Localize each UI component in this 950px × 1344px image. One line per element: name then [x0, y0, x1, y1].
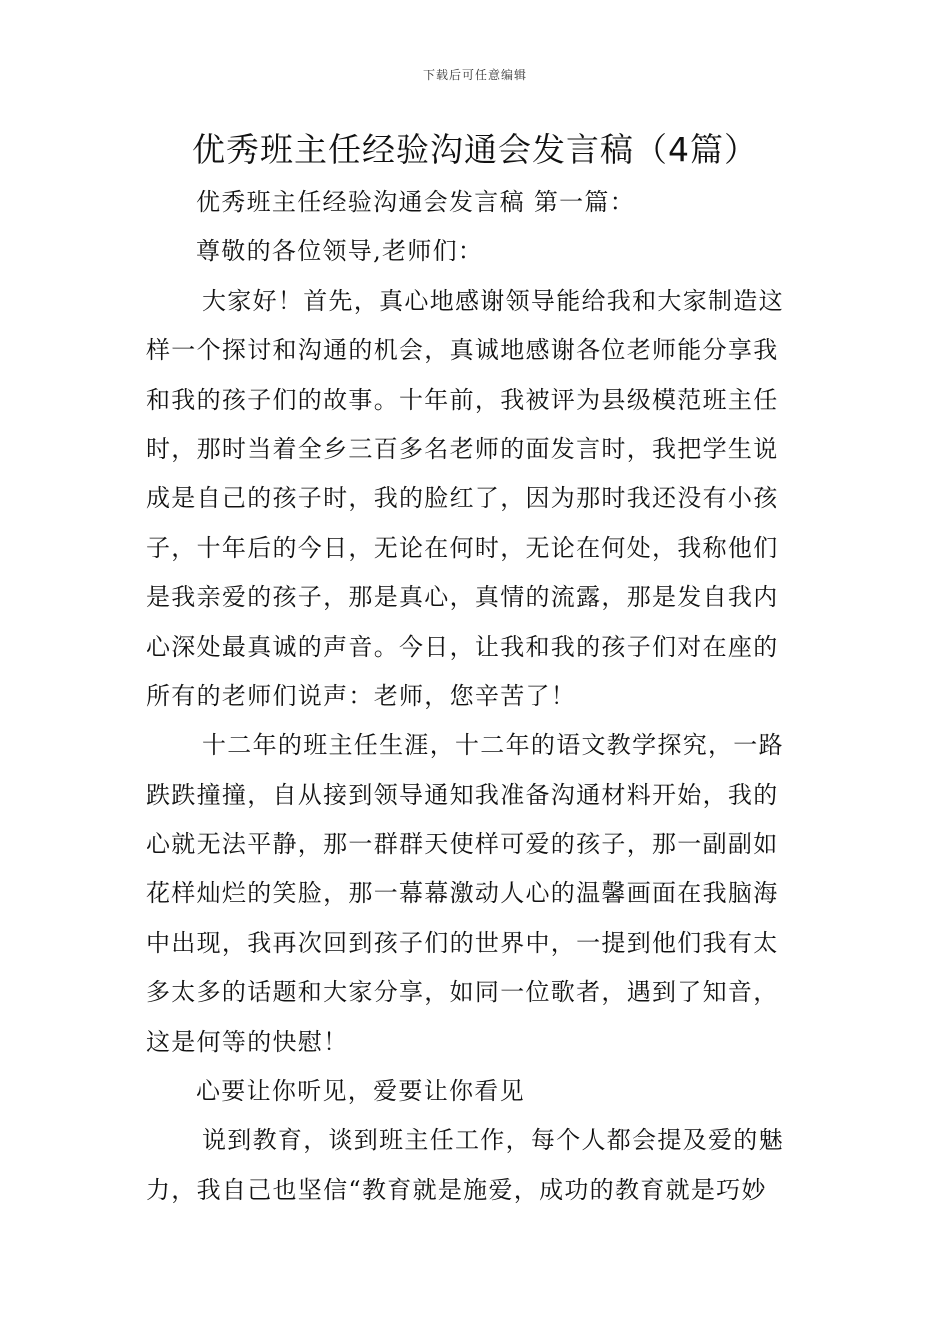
paragraph-line: 时，那时当着全乡三百多名老师的面发言时，我把学生说: [146, 434, 779, 463]
header-note: 下载后可任意编辑: [422, 68, 527, 82]
paragraph-line: 所有的老师们说声：老师，您辛苦了！: [146, 681, 577, 710]
paragraph-line: 说到教育，谈到班主任工作，每个人都会提及爱的魅: [202, 1126, 784, 1155]
paragraph-line: 花样灿烂的笑脸，那一幕幕激动人心的温馨画面在我脑海: [146, 879, 779, 908]
salutation: 尊敬的各位领导,老师们：: [196, 237, 484, 266]
document-title: 优秀班主任经验沟通会发言稿（4篇）: [192, 130, 758, 169]
paragraph-line: 力，我自己也坚信“教育就是施爱，成功的教育就是巧妙: [146, 1175, 767, 1204]
section-heading: 优秀班主任经验沟通会发言稿 第一篇：: [196, 188, 636, 216]
paragraph-line: 大家好！首先，真心地感谢领导能给我和大家制造这: [202, 286, 784, 315]
paragraph-line: 是我亲爱的孩子，那是真心，真情的流露，那是发自我内: [146, 583, 779, 612]
paragraph-line: 跌跌撞撞，自从接到领导通知我准备沟通材料开始，我的: [146, 780, 779, 809]
paragraph-line: 这是何等的快慰！: [146, 1027, 349, 1056]
paragraph-line: 心深处最真诚的声音。今日，让我和我的孩子们对在座的: [146, 632, 779, 661]
paragraph-line: 中出现，我再次回到孩子们的世界中，一提到他们我有太: [146, 928, 779, 957]
paragraph-line: 成是自己的孩子时，我的脸红了，因为那时我还没有小孩: [146, 484, 779, 513]
paragraph-line: 十二年的班主任生涯，十二年的语文教学探究，一路: [202, 731, 784, 760]
paragraph-line: 子，十年后的今日，无论在何时，无论在何处，我称他们: [146, 533, 779, 562]
paragraph-line: 心就无法平静，那一群群天使样可爱的孩子，那一副副如: [146, 830, 779, 859]
subheading: 心要让你听见，爱要让你看见: [196, 1077, 525, 1106]
paragraph-line: 样一个探讨和沟通的机会，真诚地感谢各位老师能分享我: [146, 336, 779, 365]
document-body: [146, 178, 806, 1215]
paragraph-line: 多太多的话题和大家分享，如同一位歌者，遇到了知音，: [146, 978, 779, 1007]
paragraph-line: 和我的孩子们的故事。十年前，我被评为县级模范班主任: [146, 385, 779, 414]
